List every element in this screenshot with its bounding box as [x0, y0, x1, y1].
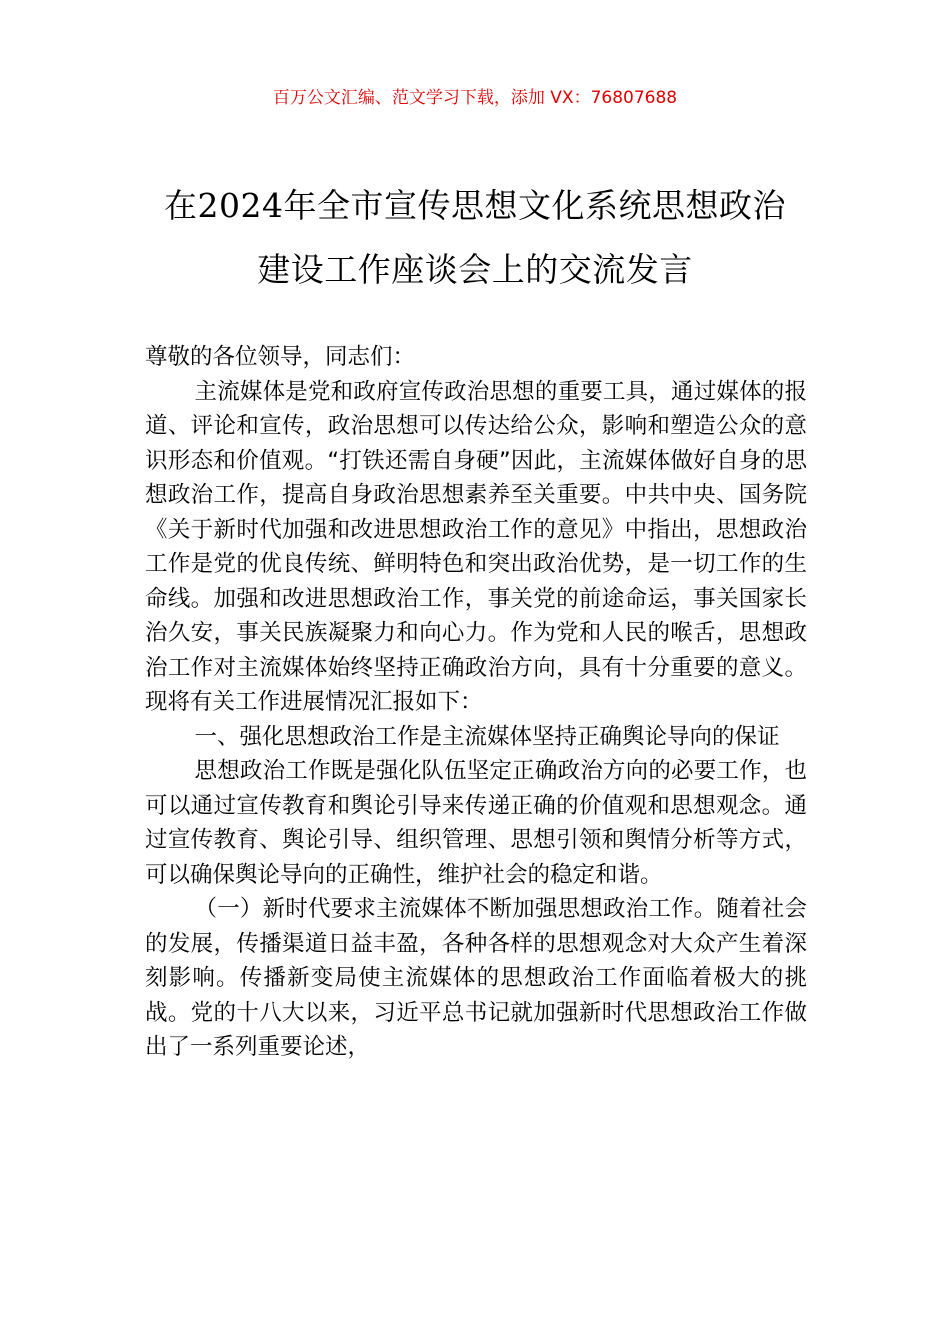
salutation: 尊敬的各位领导，同志们： [145, 344, 416, 370]
title-year: 2024 [197, 186, 284, 225]
paragraph-intro: 主流媒体是党和政府宣传政治思想的重要工具，通过媒体的报道、评论和宣传，政治思想可以传达给公众，影响和塑造公众的意识形态和价值观。“打铁还需自身硬”因此，主流媒体做好自身的思想政治工作，提高自身政治思想素养至关重要。中共中央、国务院《关于新时代加强和改进思想政治工作的意见》中指出，思想政治工作是党的优良传统、鲜明特色和突出政治优势，是一切工作的生命线。加强和改进思想政治工作，事关党的前途命运，事关国家长治久安，事关民族凝聚力和向心力。作为党和人民的喉舌，思想政治工作对主流媒体始终坚持正确政治方向，具有十分重要的意义。现将有关工作进展情况汇报如下： [145, 378, 807, 715]
promo-banner: 百万公文汇编、范文学习下载，添加 VX：76807688 [272, 88, 678, 108]
document-body [145, 340, 807, 1065]
title-suffix: 年全市宣传思想文化系统思想政治 [283, 186, 786, 225]
section-heading-1: 一、强化思想政治工作是主流媒体坚持正确舆论导向的保证 [194, 723, 780, 750]
title-line1 [164, 186, 786, 225]
title-line2: 建设工作座谈会上的交流发言 [257, 250, 693, 289]
document-title [100, 174, 850, 302]
title-prefix: 在 [164, 186, 198, 225]
paragraph-subsection-1: （一）新时代要求主流媒体不断加强思想政治工作。随着社会的发展，传播渠道日益丰盈，各种各样的思想观念对大众产生着深刻影响。传播新变局使主流媒体的思想政治工作面临着极大的挑战。党的十八大以来，习近平总书记就加强新时代思想政治工作做出了一系列重要论述， [145, 896, 807, 1060]
paragraph-section-1: 思想政治工作既是强化队伍坚定正确政治方向的必要工作，也可以通过宣传教育和舆论引导来传递正确的价值观和思想观念。通过宣传教育、舆论引导、组织管理、思想引领和舆情分析等方式，可以确保舆论导向的正确性，维护社会的稳定和谐。 [145, 758, 807, 888]
